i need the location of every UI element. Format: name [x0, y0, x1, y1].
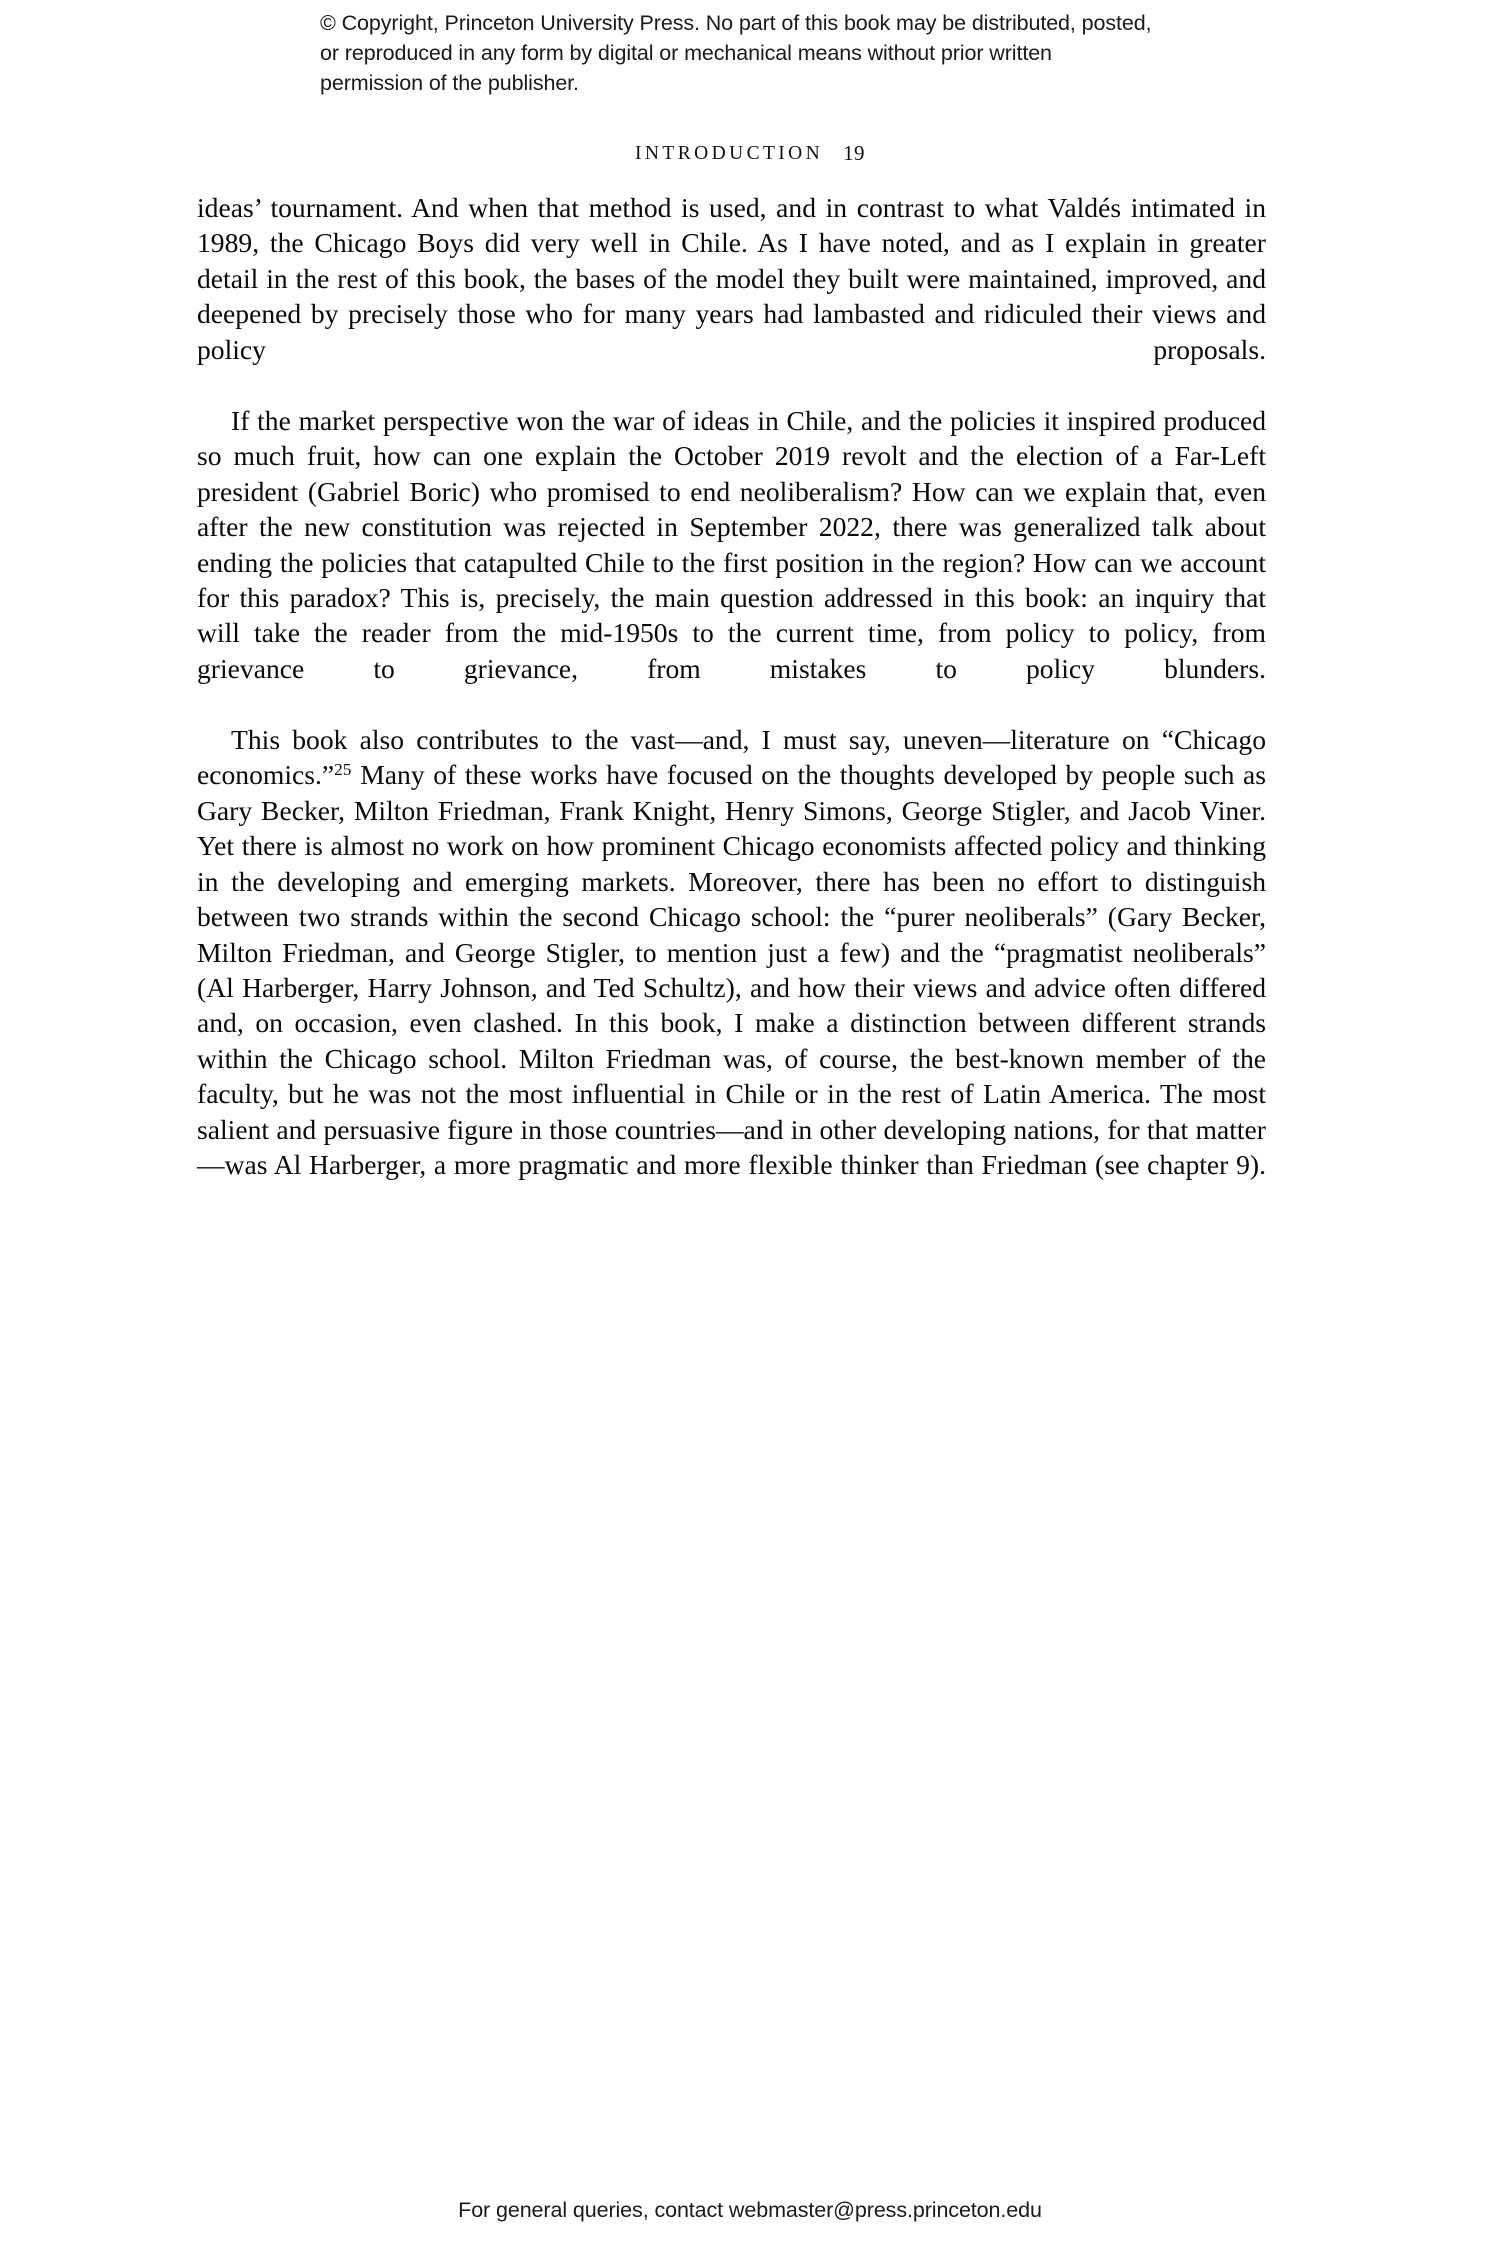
body-paragraph-1: ideas’ tournament. And when that method is used, and in contrast to what Valdés intimated in 1989, the Chicago Boys did very well in Chile. As I have noted, and as I explain in greater detail in the rest of this book, the bases of the model they built were maintained, improved, and deepened by precisely those who for many years had lambasted and ridiculed their views and policy proposals. — [197, 192, 1266, 365]
paragraph-3-text-before-footnote: This book also contributes to the vast—and, I must say, uneven—literature on “Chicago economics.” — [197, 723, 1266, 791]
body-paragraph-2: If the market perspective won the war of ideas in Chile, and the policies it inspired produced so much fruit, how can one explain the October 2019 revolt and the election of a Far-Left president (Gabriel Boric) who promised to end neoliberalism? How can we explain that, even after the new constitution was rejected in September 2022, there was generalized talk about ending the policies that catapulted Chile to the first position in the region? How can we account for this paradox? This is, precisely, the main question addressed in this book: an inquiry that will take the reader from the mid-1950s to the current time, from policy to policy, from grievance to grievance, from mistakes to policy blunders. — [197, 404, 1266, 684]
running-head-title: INTRODUCTION — [635, 143, 824, 164]
paragraph-3-text-after-footnote: Many of these works have focused on the thoughts developed by people such as Gary Becker, Milton Friedman, Frank Knight, Henry Simons, George Stigler, and Jacob Viner. Yet there is almost no work on how prominent Chicago economists affected policy and thinking in the developing and emerging markets. Moreover, there has been no effort to distinguish between two strands within the second Chicago school: the “purer neoliberals” (Gary Becker, Milton Friedman, and George Stigler, to mention just a few) and the “pragmatist neoliberals” (Al Harberger, Harry Johnson, and Ted Schultz), and how their views and advice often differed and, on occasion, even clashed. In this book, I make a distinction between different strands within the Chicago school. Milton Friedman was, of course, the best-known member of the faculty, but he was not the most influential in Chile or in the rest of Latin America. The most salient and persuasive figure in those countries—and in other developing nations, for that matter—was Al Harberger, a more pragmatic and more flexible thinker than Friedman (see chapter 9). — [197, 759, 1266, 1181]
body-text-column — [197, 190, 1266, 1218]
footnote-reference-25[interactable]: 25 — [334, 760, 352, 780]
page-number: 19 — [843, 141, 865, 165]
running-head — [0, 140, 1500, 166]
general-queries-line: For general queries, contact webmaster@press.princeton.edu — [458, 2198, 1042, 2222]
copyright-notice: © Copyright, Princeton University Press. No part of this book may be distributed, posted, or reproduced in any form by digital or mechanical means without prior written permission of the publisher. — [320, 11, 1152, 95]
body-paragraph-3 — [197, 722, 1266, 1218]
